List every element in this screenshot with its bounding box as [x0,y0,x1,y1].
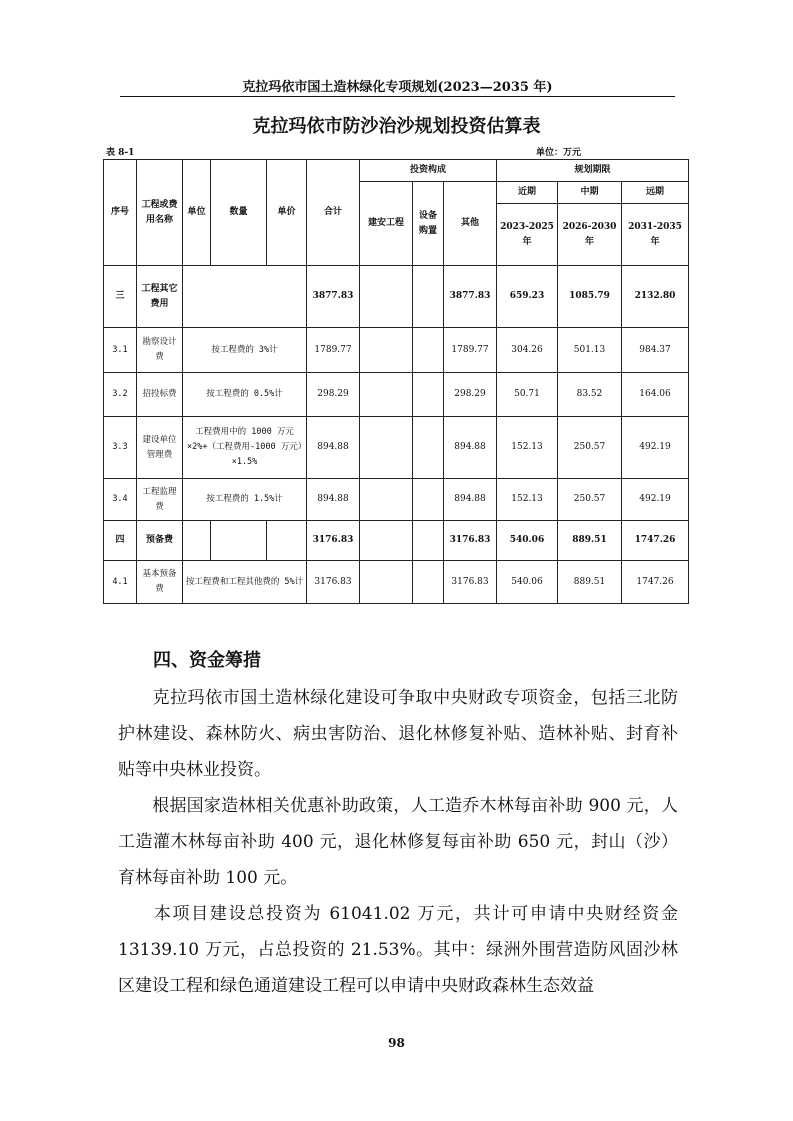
cell-equipment [413,417,444,479]
table-row [104,373,689,417]
cell-far: 2132.80 [622,266,689,328]
cell-seq: 4.1 [104,561,137,604]
cell-mid: 1085.79 [558,266,622,328]
col-total: 合计 [307,160,360,266]
col-composition: 投资构成 [360,160,497,182]
table-row [104,521,689,561]
col-far-years: 2031-2035年 [622,204,689,266]
table-row [104,561,689,604]
cell-other: 3176.83 [444,561,497,604]
page-number: 98 [388,1036,405,1050]
paragraph-text: 克拉玛依市国土造林绿化建设可争取中央财政专项资金，包括三北防护林建设、森林防火、病虫害防治、退化林修复补贴、造林补贴、封育补贴等中央林业投资。 [118,688,678,780]
cell-basis: 工程费用中的 1000 万元×2%+（工程费用-1000 万元）×1.5% [183,417,307,479]
col-construction: 建安工程 [360,182,413,266]
table-row [104,328,689,373]
investment-table [103,159,689,604]
paragraph-text: 本项目建设总投资为 61041.02 万元，共计可申请中央财经资金 13139.10 万元，占总投资的 21.53%。其中：绿洲外围营造防风固沙林区建设工程和绿色通道建设工程可以申请中央财政森林生态效益 [118,904,678,996]
col-equipment: 设备购置 [413,182,444,266]
cell-near: 659.23 [497,266,558,328]
cell-other: 298.29 [444,373,497,417]
cell-mid: 889.51 [558,521,622,561]
cell-name: 建设单位管理费 [137,417,183,479]
cell-name: 预备费 [137,521,183,561]
cell-construction [360,373,413,417]
cell-total: 1789.77 [307,328,360,373]
cell-mid: 250.57 [558,417,622,479]
col-name: 工程或费用名称 [137,160,183,266]
cell-other: 1789.77 [444,328,497,373]
cell-construction [360,561,413,604]
cell-name: 基本预备费 [137,561,183,604]
cell-seq: 四 [104,521,137,561]
paragraph [118,680,678,788]
col-qty: 数量 [211,160,267,266]
cell-far: 984.37 [622,328,689,373]
cell-unit [183,521,211,561]
cell-other: 894.88 [444,417,497,479]
cell-total: 3176.83 [307,561,360,604]
cell-construction [360,479,413,521]
cell-mid: 889.51 [558,561,622,604]
col-mid-years: 2026-2030年 [558,204,622,266]
cell-name: 工程监理费 [137,479,183,521]
cell-seq: 三 [104,266,137,328]
cell-near: 304.26 [497,328,558,373]
col-period: 规划期限 [497,160,689,182]
cell-construction [360,328,413,373]
table-row [104,417,689,479]
col-other: 其他 [444,182,497,266]
cell-far: 1747.26 [622,521,689,561]
cell-far: 1747.26 [622,561,689,604]
cell-seq: 3.3 [104,417,137,479]
table-row [104,479,689,521]
cell-construction [360,521,413,561]
col-far: 远期 [622,182,689,204]
cell-seq: 3.2 [104,373,137,417]
cell-other: 894.88 [444,479,497,521]
cell-far: 492.19 [622,479,689,521]
cell-equipment [413,521,444,561]
cell-name: 工程其它费用 [137,266,183,328]
cell-basis: 按工程费的 1.5%计 [183,479,307,521]
cell-basis: 按工程费和工程其他费的 5%计 [183,561,307,604]
cell-seq: 3.1 [104,328,137,373]
cell-far: 492.19 [622,417,689,479]
section-heading: 四、资金筹措 [153,650,261,671]
cell-other: 3877.83 [444,266,497,328]
cell-near: 152.13 [497,417,558,479]
cell-name: 招投标费 [137,373,183,417]
table-number: 表 8-1 [106,148,135,158]
paragraph [118,896,678,1004]
cell-equipment [413,479,444,521]
cell-mid: 250.57 [558,479,622,521]
cell-far: 164.06 [622,373,689,417]
cell-price [267,521,307,561]
cell-near: 540.06 [497,561,558,604]
col-near: 近期 [497,182,558,204]
cell-basis: 按工程费的 3%计 [183,328,307,373]
cell-name: 勘察设计费 [137,328,183,373]
col-seq: 序号 [104,160,137,266]
col-unit: 单位 [183,160,211,266]
table-unit: 单位：万元 [536,148,582,158]
cell-equipment [413,373,444,417]
table-title: 克拉玛依市防沙治沙规划投资估算表 [252,116,541,137]
cell-total: 894.88 [307,479,360,521]
cell-mid: 83.52 [558,373,622,417]
cell-seq: 3.4 [104,479,137,521]
cell-other: 3176.83 [444,521,497,561]
paragraph-text: 根据国家造林相关优惠补助政策，人工造乔木林每亩补助 900 元，人工造灌木林每亩补助 400 元，退化林修复每亩补助 650 元，封山（沙）育林每亩补助 100 元。 [118,796,678,888]
cell-total: 298.29 [307,373,360,417]
running-header: 克拉玛依市国土造林绿化专项规划(2023—2035 年) [242,80,553,95]
cell-mid: 501.13 [558,328,622,373]
cell-basis [183,266,307,328]
table-row [104,266,689,328]
col-price: 单价 [267,160,307,266]
cell-total: 3176.83 [307,521,360,561]
col-near-years: 2023-2025年 [497,204,558,266]
cell-total: 3877.83 [307,266,360,328]
cell-total: 894.88 [307,417,360,479]
cell-near: 152.13 [497,479,558,521]
cell-basis: 按工程费的 0.5%计 [183,373,307,417]
col-mid: 中期 [558,182,622,204]
cell-equipment [413,328,444,373]
cell-construction [360,266,413,328]
cell-near: 540.06 [497,521,558,561]
cell-qty [211,521,267,561]
cell-equipment [413,561,444,604]
cell-construction [360,417,413,479]
cell-equipment [413,266,444,328]
cell-near: 50.71 [497,373,558,417]
header-rule [120,96,675,97]
paragraph [118,788,678,896]
